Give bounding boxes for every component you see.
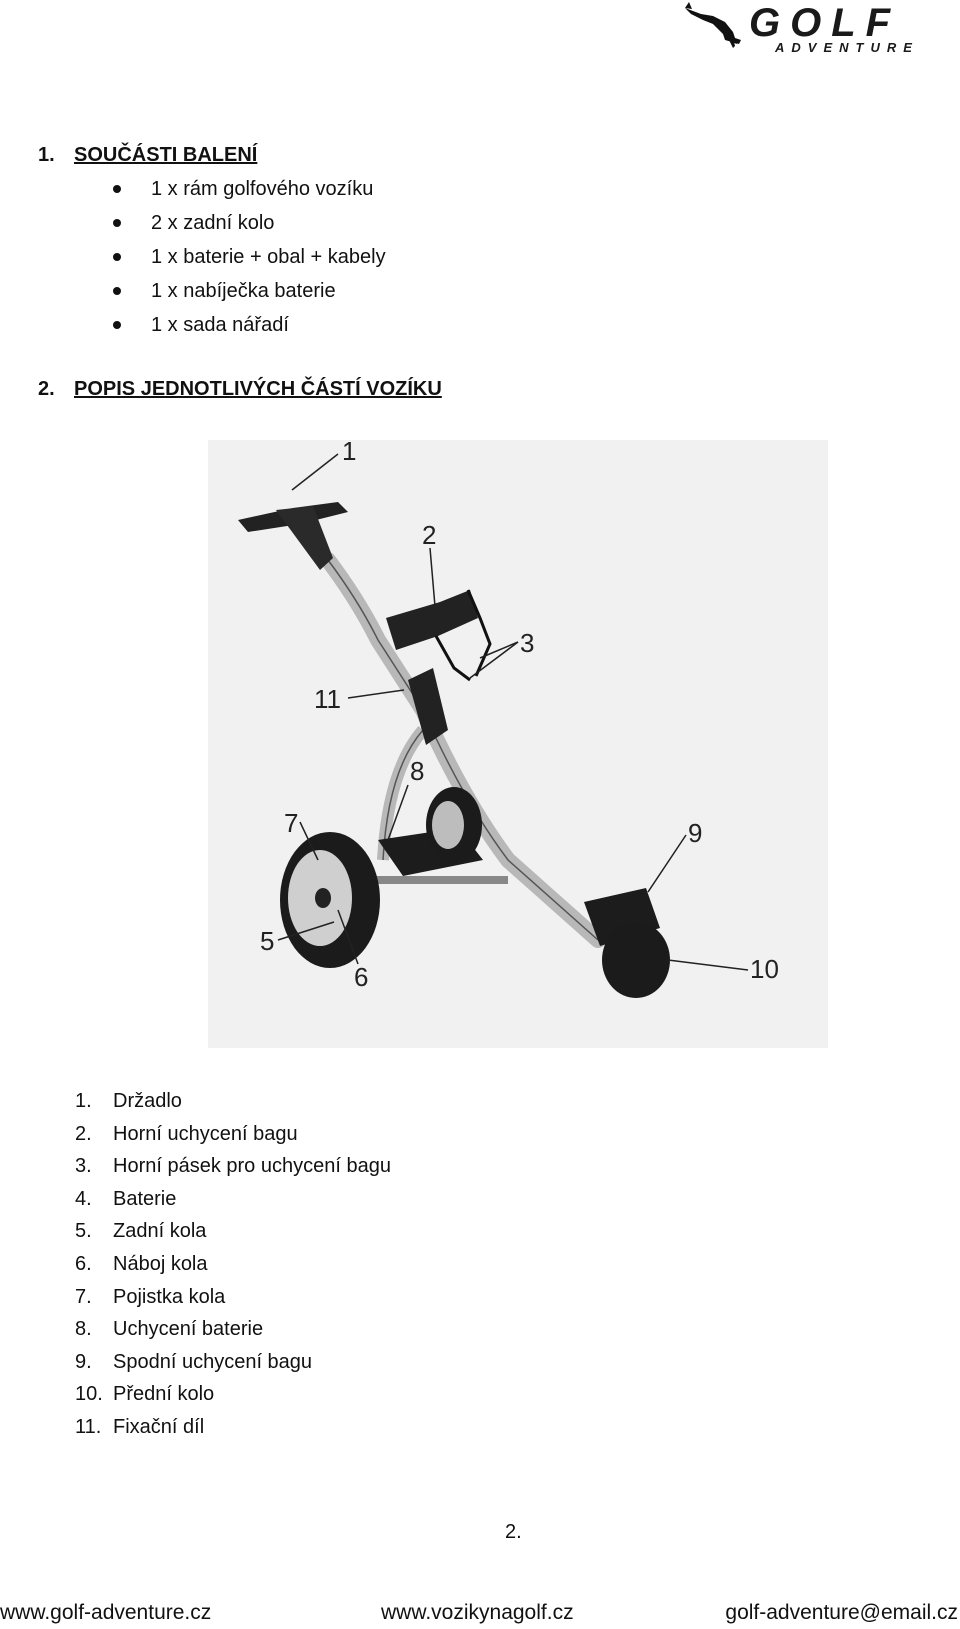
list-item: 9. Spodní uchycení bagu (75, 1350, 313, 1373)
bullet-icon (113, 253, 121, 261)
callout-8: 8 (410, 756, 425, 786)
section-1-heading (38, 144, 257, 167)
callout-10: 10 (750, 954, 779, 984)
section-2-heading (38, 378, 442, 401)
list-item: 4. Baterie (75, 1187, 177, 1210)
page-number: 2. (505, 1521, 522, 1543)
list-item: 5. Zadní kola (75, 1220, 207, 1243)
list-item: 6. Náboj kola (75, 1252, 208, 1275)
bullet-icon (113, 321, 121, 329)
list-item: 1 x nabíječka baterie (113, 274, 386, 308)
footer-link-website[interactable]: www.golf-adventure.cz (0, 1601, 212, 1624)
list-item: 2. Horní uchycení bagu (75, 1122, 298, 1145)
logo-main-text: GOLF (749, 1, 901, 45)
section-2-number: 2. (38, 378, 55, 400)
callout-2: 2 (422, 520, 437, 550)
list-item: 1 x rám golfového vozíku (113, 172, 386, 206)
list-item: 10. Přední kolo (75, 1383, 215, 1406)
callout-1: 1 (342, 440, 357, 466)
trolley-drawing (208, 440, 828, 1048)
package-contents-list (113, 172, 386, 342)
list-item: 7. Pojistka kola (75, 1285, 226, 1308)
list-item: 2 x zadní kolo (113, 206, 386, 240)
callout-6: 6 (354, 962, 369, 992)
list-item: 1. Držadlo (75, 1090, 182, 1112)
footer-link-vozikynagolf[interactable]: www.vozikynagolf.cz (381, 1601, 574, 1624)
list-item: 11. Fixační díl (75, 1415, 205, 1438)
list-item: 1 x baterie + obal + kabely (113, 240, 386, 274)
callout-7: 7 (284, 808, 299, 838)
section-2-title: POPIS JEDNOTLIVÝCH ČÁSTÍ VOZÍKU (74, 378, 442, 400)
logo-sub-text: ADVENTURE (775, 40, 919, 55)
list-item: 1 x sada nářadí (113, 308, 386, 342)
section-1-number: 1. (38, 144, 55, 166)
section-1-title: SOUČÁSTI BALENÍ (74, 144, 258, 166)
golf-adventure-logo (683, 0, 960, 56)
trolley-diagram (208, 440, 828, 1048)
callout-11: 11 (314, 684, 341, 714)
bullet-icon (113, 185, 121, 193)
list-item: 8. Uchycení baterie (75, 1318, 264, 1341)
footer-link-email[interactable]: golf-adventure@email.cz (725, 1601, 958, 1624)
parts-list (75, 1085, 391, 1444)
callout-3: 3 (520, 628, 535, 658)
kangaroo-icon (685, 2, 741, 48)
list-item: 3. Horní pásek pro uchycení bagu (75, 1155, 391, 1178)
callout-5: 5 (260, 926, 275, 956)
bullet-icon (113, 219, 121, 227)
callout-9: 9 (688, 818, 703, 848)
bullet-icon (113, 287, 121, 295)
